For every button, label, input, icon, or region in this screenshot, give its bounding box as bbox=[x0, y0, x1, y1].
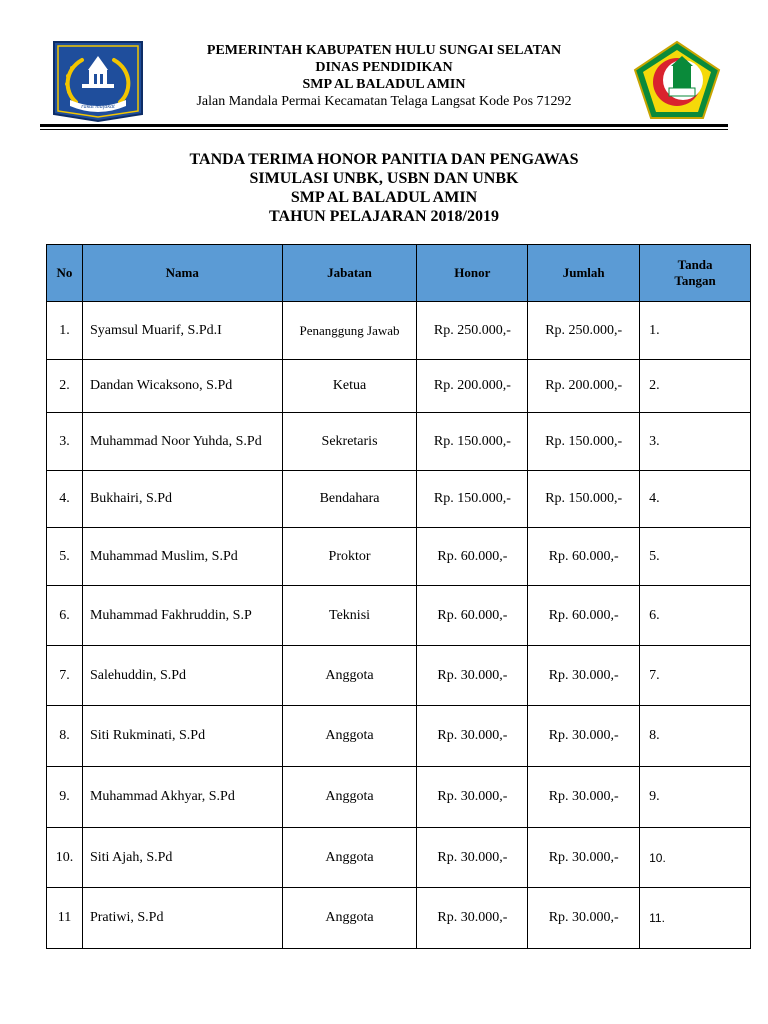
cell-jumlah: Rp. 30.000,- bbox=[528, 828, 640, 888]
cell-jumlah: Rp. 150.000,- bbox=[528, 413, 640, 471]
table-row bbox=[47, 413, 751, 471]
cell-nama: Bukhairi, S.Pd bbox=[82, 471, 282, 528]
school-logo bbox=[633, 40, 721, 122]
cell-tanda-tangan: 8. bbox=[640, 706, 751, 767]
cell-honor: Rp. 250.000,- bbox=[417, 302, 528, 360]
document-title bbox=[0, 150, 768, 226]
cell-jabatan: Anggota bbox=[282, 646, 417, 706]
letterhead-rule-thin bbox=[40, 129, 728, 130]
cell-tanda-tangan: 4. bbox=[640, 471, 751, 528]
cell-nama: Salehuddin, S.Pd bbox=[82, 646, 282, 706]
table-row bbox=[47, 360, 751, 413]
title-line-4: TAHUN PELAJARAN 2018/2019 bbox=[269, 208, 499, 225]
cell-tanda-tangan: 5. bbox=[640, 528, 751, 586]
cell-jabatan: Bendahara bbox=[282, 471, 417, 528]
cell-tanda-tangan: 7. bbox=[640, 646, 751, 706]
cell-jabatan: Penanggung Jawab bbox=[282, 302, 417, 360]
cell-honor: Rp. 200.000,- bbox=[417, 360, 528, 413]
cell-nama: Muhammad Noor Yuhda, S.Pd bbox=[82, 413, 282, 471]
cell-honor: Rp. 30.000,- bbox=[417, 767, 528, 828]
cell-honor: Rp. 60.000,- bbox=[417, 528, 528, 586]
cell-nama: Muhammad Akhyar, S.Pd bbox=[82, 767, 282, 828]
table-row bbox=[47, 767, 751, 828]
cell-honor: Rp. 30.000,- bbox=[417, 828, 528, 888]
cell-nama: Muhammad Fakhruddin, S.P bbox=[82, 586, 282, 646]
table-row bbox=[47, 828, 751, 888]
table-row bbox=[47, 888, 751, 949]
cell-jabatan: Anggota bbox=[282, 767, 417, 828]
letterhead-text bbox=[150, 42, 618, 110]
cell-honor: Rp. 60.000,- bbox=[417, 586, 528, 646]
government-name: PEMERINTAH KABUPATEN HULU SUNGAI SELATAN bbox=[206, 43, 562, 58]
cell-no: 2. bbox=[47, 360, 83, 413]
table-row bbox=[47, 302, 751, 360]
honor-table bbox=[46, 244, 751, 949]
cell-no: 4. bbox=[47, 471, 83, 528]
cell-tanda-tangan: 11. bbox=[640, 888, 751, 949]
header-jabatan: Jabatan bbox=[282, 245, 417, 302]
regency-emblem-logo bbox=[52, 40, 144, 122]
cell-no: 8. bbox=[47, 706, 83, 767]
cell-jumlah: Rp. 60.000,- bbox=[528, 586, 640, 646]
letterhead bbox=[0, 0, 768, 132]
cell-no: 11 bbox=[47, 888, 83, 949]
cell-no: 3. bbox=[47, 413, 83, 471]
cell-honor: Rp. 150.000,- bbox=[417, 413, 528, 471]
cell-jumlah: Rp. 200.000,- bbox=[528, 360, 640, 413]
cell-nama: Muhammad Muslim, S.Pd bbox=[82, 528, 282, 586]
cell-nama: Dandan Wicaksono, S.Pd bbox=[82, 360, 282, 413]
cell-no: 10. bbox=[47, 828, 83, 888]
cell-honor: Rp. 30.000,- bbox=[417, 706, 528, 767]
cell-tanda-tangan: 3. bbox=[640, 413, 751, 471]
cell-tanda-tangan: 9. bbox=[640, 767, 751, 828]
cell-honor: Rp. 30.000,- bbox=[417, 888, 528, 949]
cell-nama: Siti Ajah, S.Pd bbox=[82, 828, 282, 888]
school-name: SMP AL BALADUL AMIN bbox=[302, 77, 466, 92]
table-header-row bbox=[47, 245, 751, 302]
cell-jabatan: Anggota bbox=[282, 706, 417, 767]
title-line-1: TANDA TERIMA HONOR PANITIA DAN PENGAWAS bbox=[189, 151, 579, 168]
cell-jumlah: Rp. 30.000,- bbox=[528, 646, 640, 706]
header-no: No bbox=[47, 245, 83, 302]
logo-motto-text: rakat mufakat bbox=[81, 104, 115, 110]
cell-jumlah: Rp. 250.000,- bbox=[528, 302, 640, 360]
header-tanda-line1: Tanda bbox=[677, 257, 713, 272]
header-nama: Nama bbox=[82, 245, 282, 302]
table-row bbox=[47, 586, 751, 646]
table-row bbox=[47, 646, 751, 706]
cell-jabatan: Anggota bbox=[282, 888, 417, 949]
cell-no: 5. bbox=[47, 528, 83, 586]
cell-jumlah: Rp. 30.000,- bbox=[528, 706, 640, 767]
cell-nama: Siti Rukminati, S.Pd bbox=[82, 706, 282, 767]
header-tanda-tangan bbox=[640, 245, 751, 302]
cell-jabatan: Ketua bbox=[282, 360, 417, 413]
header-honor: Honor bbox=[417, 245, 528, 302]
cell-jabatan: Sekretaris bbox=[282, 413, 417, 471]
cell-tanda-tangan: 10. bbox=[640, 828, 751, 888]
cell-no: 6. bbox=[47, 586, 83, 646]
cell-jumlah: Rp. 150.000,- bbox=[528, 471, 640, 528]
table-row bbox=[47, 706, 751, 767]
cell-jumlah: Rp. 60.000,- bbox=[528, 528, 640, 586]
header-tanda-line2: Tangan bbox=[674, 273, 716, 288]
letterhead-rule-thick bbox=[40, 124, 728, 127]
cell-jabatan: Teknisi bbox=[282, 586, 417, 646]
cell-jabatan: Proktor bbox=[282, 528, 417, 586]
table-row bbox=[47, 471, 751, 528]
department-name: DINAS PENDIDIKAN bbox=[315, 60, 453, 75]
title-line-3: SMP AL BALADUL AMIN bbox=[290, 189, 478, 206]
cell-honor: Rp. 150.000,- bbox=[417, 471, 528, 528]
cell-tanda-tangan: 1. bbox=[640, 302, 751, 360]
cell-nama: Pratiwi, S.Pd bbox=[82, 888, 282, 949]
cell-jumlah: Rp. 30.000,- bbox=[528, 767, 640, 828]
cell-tanda-tangan: 2. bbox=[640, 360, 751, 413]
header-jumlah: Jumlah bbox=[528, 245, 640, 302]
cell-tanda-tangan: 6. bbox=[640, 586, 751, 646]
title-line-2: SIMULASI UNBK, USBN DAN UNBK bbox=[249, 170, 519, 187]
cell-nama: Syamsul Muarif, S.Pd.I bbox=[82, 302, 282, 360]
cell-no: 1. bbox=[47, 302, 83, 360]
school-address: Jalan Mandala Permai Kecamatan Telaga Langsat Kode Pos 71292 bbox=[196, 94, 572, 109]
cell-no: 9. bbox=[47, 767, 83, 828]
cell-jabatan: Anggota bbox=[282, 828, 417, 888]
cell-jumlah: Rp. 30.000,- bbox=[528, 888, 640, 949]
table-row bbox=[47, 528, 751, 586]
cell-no: 7. bbox=[47, 646, 83, 706]
cell-honor: Rp. 30.000,- bbox=[417, 646, 528, 706]
